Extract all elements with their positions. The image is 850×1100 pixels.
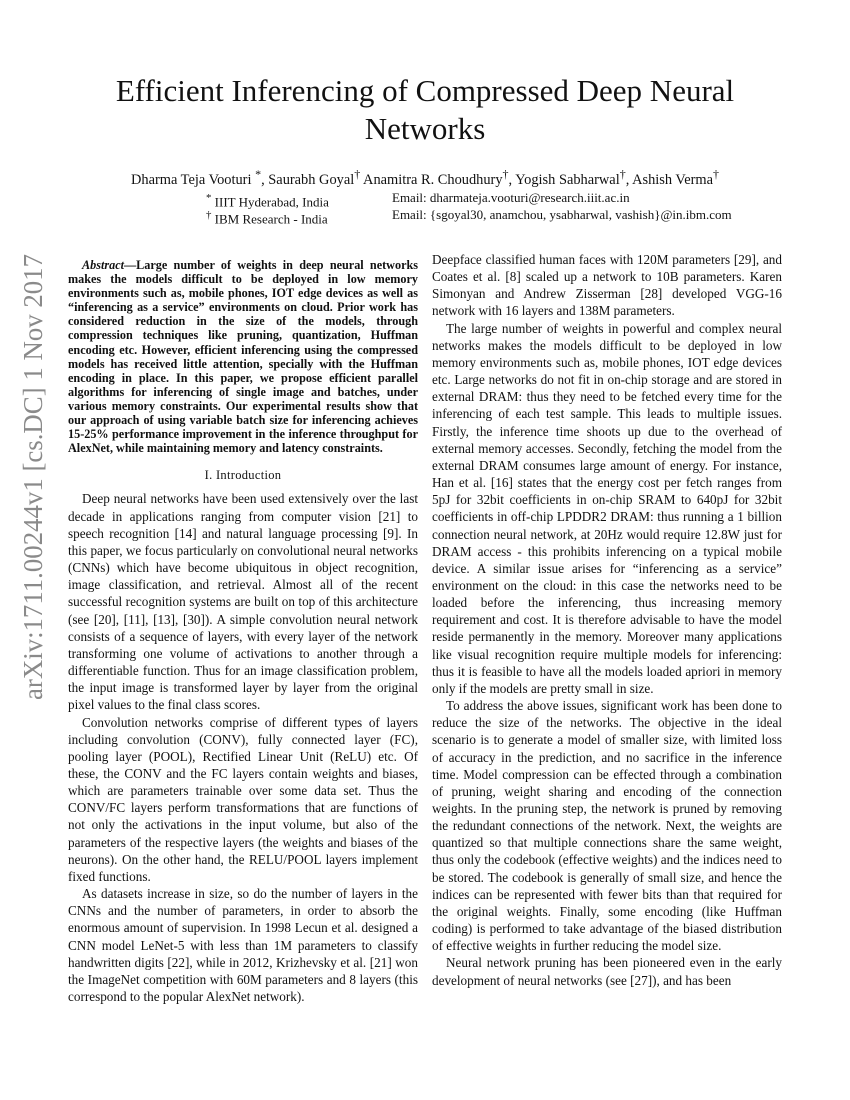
author-mark: † — [713, 167, 719, 181]
paragraph: As datasets increase in size, so do the number of layers in the CNNs and the number of parameters, in order to absorb the enormous amount of supervision. In 1998 Lecun et al. designed a CNN model LeNet-5 with less than 1M parameters to classify handwritten digits [22], while in 2012, Krizhevsky et al. [21] won the ImageNet competition with 60M parameters and 8 layers (this correspond to the popular AlexNet network). — [68, 886, 418, 1004]
abstract-text: —Large number of weights in deep neural networks makes the models difficult to be deployed in low memory environments such as, mobile phones, IOT edge devices as well as “inferencing as a service” environments on cloud. Prior work has considered reduction in the size of the models, through compression techniques like pruning, quantization, Huffman encoding etc. However, efficient inferencing using the compressed models has received little attention, specially with the Huffman encoding in place. In this paper, we propose efficient parallel algorithms for inferencing of single image and batches, under various memory constraints. Our experimental results show that our approach of using variable batch size for inferencing achieves 15-25% performance improvement in the inference throughput for AlexNet, while maintaining memory and latency constraints. — [68, 258, 418, 456]
right-column — [432, 251, 782, 989]
paragraph: To address the above issues, significant work has been done to reduce the size of the networks. The objective in the ideal scenario is to generate a model of smaller size, with limited loss of accuracy in the prediction, and no sacrifice in the inference time. Model compression can be effected through a combination of pruning, weight sharing and encoding of the connection weights. In the pruning step, the network is pruned by removing the redundant connections of the network. Next, the weights are quantized so that multiple connections share the same weight, thus only the codebook (effective weights) and the indices need to be stored. The codebook is generally of small size, and hence the indices can be represented with fewer bits than that required for the original weights. Finally, some encoding (like Huffman coding) is performed to take advantage of the biased distribution of effective weights in further reducing the model size. — [432, 698, 782, 954]
paragraph: Neural network pruning has been pioneered even in the early development of neural networks (see [27]), and has been — [432, 955, 782, 988]
abstract — [68, 258, 418, 455]
paragraph: Deepface classified human faces with 120M parameters [29], and Coates et al. [8] scaled up a network to 10B parameters. Karen Simonyan and Andrew Zisserman [28] developed VGG-16 network with 16 layers and 138M parameters. — [432, 252, 782, 319]
section-heading: I. Introduction — [204, 468, 282, 483]
author-name: Saurabh Goyal — [268, 171, 355, 188]
author-name: Yogish Sabharwal — [515, 171, 620, 188]
author-mark: † — [502, 167, 509, 181]
affiliation-2-email: Email: {sgoyal30, anamchou, ysabharwal, vashish}@in.ibm.com — [392, 207, 732, 222]
affiliation-institution: IBM Research - India — [214, 211, 328, 227]
author-mark: † — [619, 167, 626, 181]
affiliation-mark: * — [206, 192, 212, 204]
author-name: Dharma Teja Vooturi — [130, 171, 252, 188]
author-name: Anamitra R. Choudhury — [363, 171, 503, 188]
paragraph: The large number of weights in powerful and complex neural networks makes the models difficult to be deployed in low memory environments such as, mobile phones, IOT edge devices etc. Large networks do not fit in on-chip storage and are stored in external DRAM: thus they need to be fetched every time for the inferencing of each test sample. This leads to multiple issues. Firstly, the inference time shoots up due to the overhead of external memory accesses. Secondly, fetching the model from the external DRAM consumes large amount of energy. For instance, Han et al. [16] states that the energy cost per fetch ranges from 5pJ for 32bit coefficients in on-chip SRAM to 640pJ for 32bit coefficients in off-chip LPDDR2 DRAM: thus running a 1 billion connection neural network, at 20Hz would require 12.8W just for DRAM access - this prohibits inferencing on a typical mobile device. A similar issue arises for “inferencing as a service” environment on the cloud: in this case the networks need to be loaded before the inferencing, thus increasing memory requirement and cost. It is therefore advisable to have the model reside permanently in the memory. Moreover many applications like visual recognition require multiple models for inferencing: thus it is feasible to have all the models loaded apriori in memory only if the models are pretty small in size. — [432, 320, 782, 696]
author-name: Ashish Verma — [632, 171, 713, 188]
abstract-label: Abstract — [82, 258, 124, 272]
affiliation-mark: † — [206, 209, 212, 221]
arxiv-stamp-text: arXiv:1711.00244v1 [cs.DC] 1 Nov 2017 — [18, 251, 48, 700]
author-list: Dharma Teja Vooturi *, Saurabh Goyal† Anamitra R. Choudhury†, Yogish Sabharwal†, Ashish Verma† — [130, 167, 719, 188]
arxiv-stamp — [12, 250, 54, 700]
left-column — [68, 258, 418, 1005]
paragraph: Convolution networks comprise of different types of layers including convolution (CONV), fully connected layer (FC), pooling layer (POOL), Rectified Linear Unit (ReLU) etc. Of these, the CONV and the FC layers contain weights and biases, which are parameters trainable over some data set. Thus the CONV/FC layers perform transformations that are functions of not only the activations in the input volume, but also of the parameters of the respective layers (the weights and biases of the neurons). On the other hand, the RELU/POOL layers implement fixed functions. — [68, 714, 418, 884]
author-mark: * — [255, 167, 262, 181]
paragraph: Deep neural networks have been used extensively over the last decade in applications ranging from computer vision [21] to speech recognition [14] and natural language processing [9]. In this paper, we focus particularly on convolutional neural networks (CNNs) which have become ubiquitous in object recognition, image classification, and retrieval. Almost all of the recent successful recognition systems are built on top of this architecture (see [20], [11], [13], [30]). A simple convolution neural network consists of a sequence of layers, with every layer of the network transforming one volume of activations to another through a differentiable function. Thus for an image classification problem, the input image is transformed layer by layer from the original pixel values to the final class scores. — [68, 491, 418, 713]
affiliation-1-email: Email: dharmateja.vooturi@research.iiit.ac.in — [392, 190, 630, 205]
author-mark: † — [354, 167, 361, 181]
affiliation-institution: IIIT Hyderabad, India — [214, 194, 329, 210]
affiliation-2 — [206, 206, 328, 228]
paper-title: Efficient Inferencing of Compressed Deep Neural Networks — [115, 73, 735, 146]
